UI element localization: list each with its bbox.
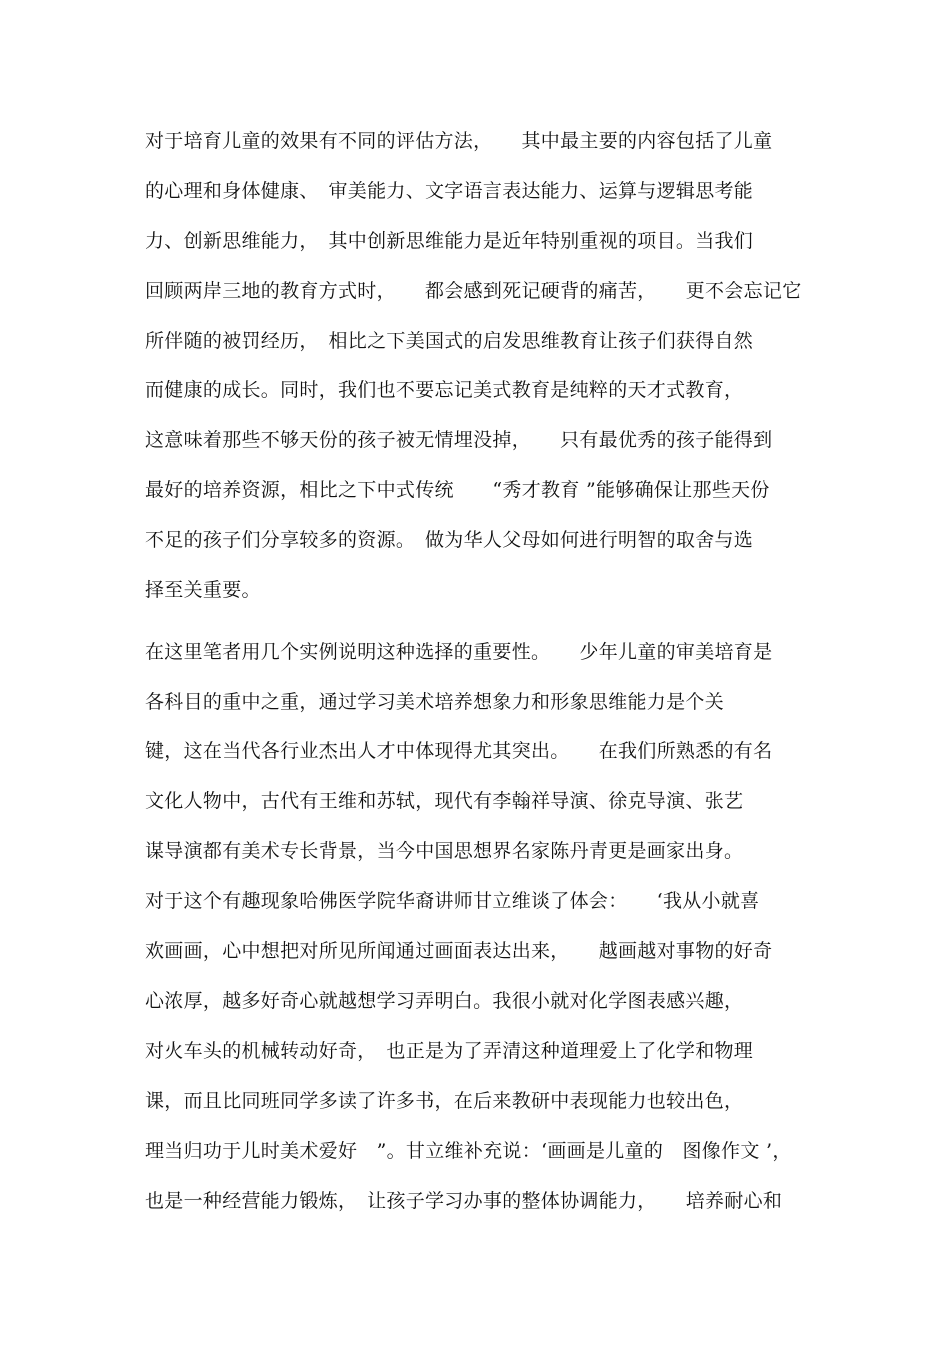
paragraph-1-line-6: 而健康的成长。同时，我们也不要忘记美式教育是纯粹的天才式教育， bbox=[145, 379, 744, 401]
paragraph-2-line-5: 谋导演都有美术专长背景，当今中国思想界名家陈丹青更是画家出身。 bbox=[145, 840, 744, 862]
paragraph-2-line-7: 欢画画，心中想把对所见所闻通过画面表达出来， 越画越对事物的好奇 bbox=[145, 940, 773, 962]
paragraph-1-line-8: 最好的培养资源，相比之下中式传统 “秀才教育 ”能够确保让那些天份 bbox=[145, 479, 770, 501]
paragraph-2-line-3: 键，这在当代各行业杰出人才中体现得尤其突出。 在我们所熟悉的有名 bbox=[145, 740, 773, 762]
paragraph-1-line-9: 不足的孩子们分享较多的资源。 做为华人父母如何进行明智的取舍与选 bbox=[145, 529, 754, 551]
paragraph-1-line-3: 力、创新思维能力， 其中创新思维能力是近年特别重视的项目。当我们 bbox=[145, 230, 754, 252]
paragraph-2-line-6: 对于这个有趣现象哈佛医学院华裔讲师甘立维谈了体会： ‘我从小就喜 bbox=[145, 890, 760, 912]
paragraph-2-line-9: 对火车头的机械转动好奇， 也正是为了弄清这种道理爱上了化学和物理 bbox=[145, 1040, 754, 1062]
paragraph-2-line-4: 文化人物中，古代有王维和苏轼，现代有李翰祥导演、徐克导演、张艺 bbox=[145, 790, 744, 812]
paragraph-1-line-10: 择至关重要。 bbox=[145, 579, 261, 601]
paragraph-1-line-7: 这意味着那些不够天份的孩子被无情埋没掉， 只有最优秀的孩子能得到 bbox=[145, 429, 773, 451]
paragraph-2-line-1: 在这里笔者用几个实例说明这种选择的重要性。 少年儿童的审美培育是 bbox=[145, 641, 773, 663]
paragraph-1-line-2: 的心理和身体健康、 审美能力、文字语言表达能力、运算与逻辑思考能 bbox=[145, 180, 754, 202]
paragraph-2-line-12: 也是一种经营能力锻炼， 让孩子学习办事的整体协调能力， 培养耐心和 bbox=[145, 1190, 783, 1212]
paragraph-1-line-4: 回顾两岸三地的教育方式时， 都会感到死记硬背的痛苦， 更不会忘记它 bbox=[145, 280, 802, 302]
paragraph-2-line-10: 课，而且比同班同学多读了许多书，在后来教研中表现能力也较出色， bbox=[145, 1090, 744, 1112]
paragraph-2-line-2: 各科目的重中之重，通过学习美术培养想象力和形象思维能力是个关 bbox=[145, 691, 725, 713]
paragraph-1-line-1: 对于培育儿童的效果有不同的评估方法， 其中最主要的内容包括了儿童 bbox=[145, 130, 773, 152]
paragraph-1-line-5: 所伴随的被罚经历， 相比之下美国式的启发思维教育让孩子们获得自然 bbox=[145, 330, 754, 352]
paragraph-2-line-8: 心浓厚，越多好奇心就越想学习弄明白。我很小就对化学图表感兴趣， bbox=[145, 990, 744, 1012]
paragraph-2-line-11: 理当归功于儿时美术爱好 ”。甘立维补充说：‘画画是儿童的 图像作文 ’， bbox=[145, 1140, 792, 1162]
